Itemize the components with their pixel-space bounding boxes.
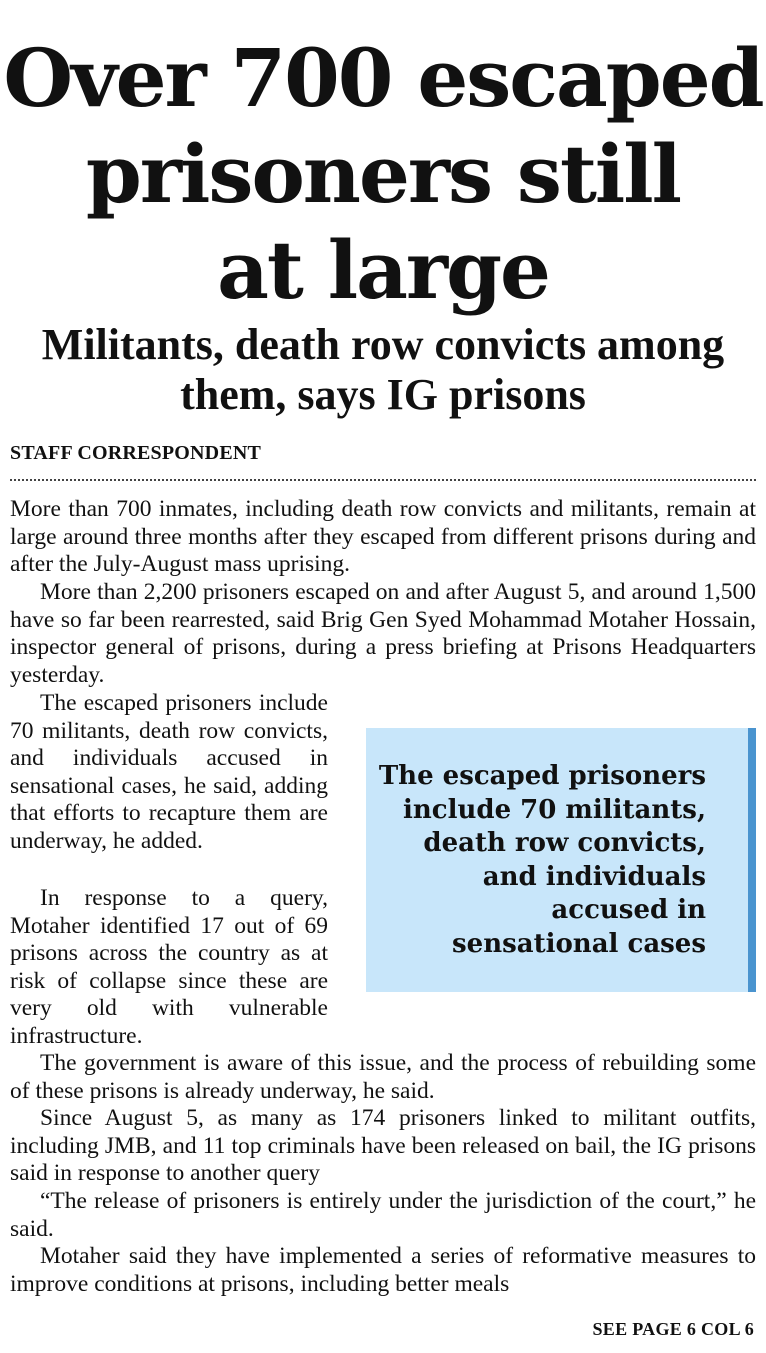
byline: STAFF CORRESPONDENT: [10, 442, 262, 464]
pull-quote-box: [366, 728, 756, 992]
body-paragraph-3: The escaped prisoners include 70 militants, death row convicts, and individuals accused in sensational cases, he said, adding that efforts to recapture them are underway, he added.: [10, 690, 328, 854]
subheadline: [0, 320, 766, 420]
body-paragraph-2: More than 2,200 prisoners escaped on and after August 5, and around 1,500 have so far been rearrested, said Brig Gen Syed Mohammad Motaher Hossain, inspector general of prisons, during a press briefing at Prisons Headquarters yesterday.: [10, 579, 756, 688]
body-paragraph-7: “The release of prisoners is entirely under the jurisdiction of the court,” he said.: [10, 1188, 756, 1242]
continuation-line: SEE PAGE 6 COL 6: [592, 1319, 754, 1339]
body-paragraph-1: More than 700 inmates, including death row convicts and militants, remain at large around three months after they escaped from different prisons during and after the July-August mass uprising.: [10, 496, 756, 577]
headline: [0, 30, 766, 318]
body-paragraph-6: Since August 5, as many as 174 prisoners linked to militant outfits, including JMB, and 11 top criminals have been released on bail, the IG prisons said in response to another query: [10, 1105, 756, 1186]
subheadline-line-2: them, says IG prisons: [180, 370, 586, 419]
headline-line-2: prisoners still: [85, 127, 681, 221]
byline-divider: [10, 479, 756, 481]
pull-quote: The escaped prisoners include 70 militants, death row convicts, and individuals accused in sensational cases: [378, 761, 706, 959]
headline-line-1: Over 700 escaped: [3, 31, 763, 125]
subheadline-line-1: Militants, death row convicts among: [41, 320, 725, 369]
headline-line-3: at large: [217, 223, 549, 317]
body-paragraph-5: The government is aware of this issue, and the process of rebuilding some of these prisons is already underway, he said.: [10, 1050, 756, 1104]
body-paragraph-4: In response to a query, Motaher identified 17 out of 69 prisons across the country as at risk of collapse since these are very old with vulnerable infrastructure.: [10, 885, 328, 1049]
body-paragraph-8: Motaher said they have implemented a series of reformative measures to improve conditions at prisons, including better meals: [10, 1243, 756, 1297]
